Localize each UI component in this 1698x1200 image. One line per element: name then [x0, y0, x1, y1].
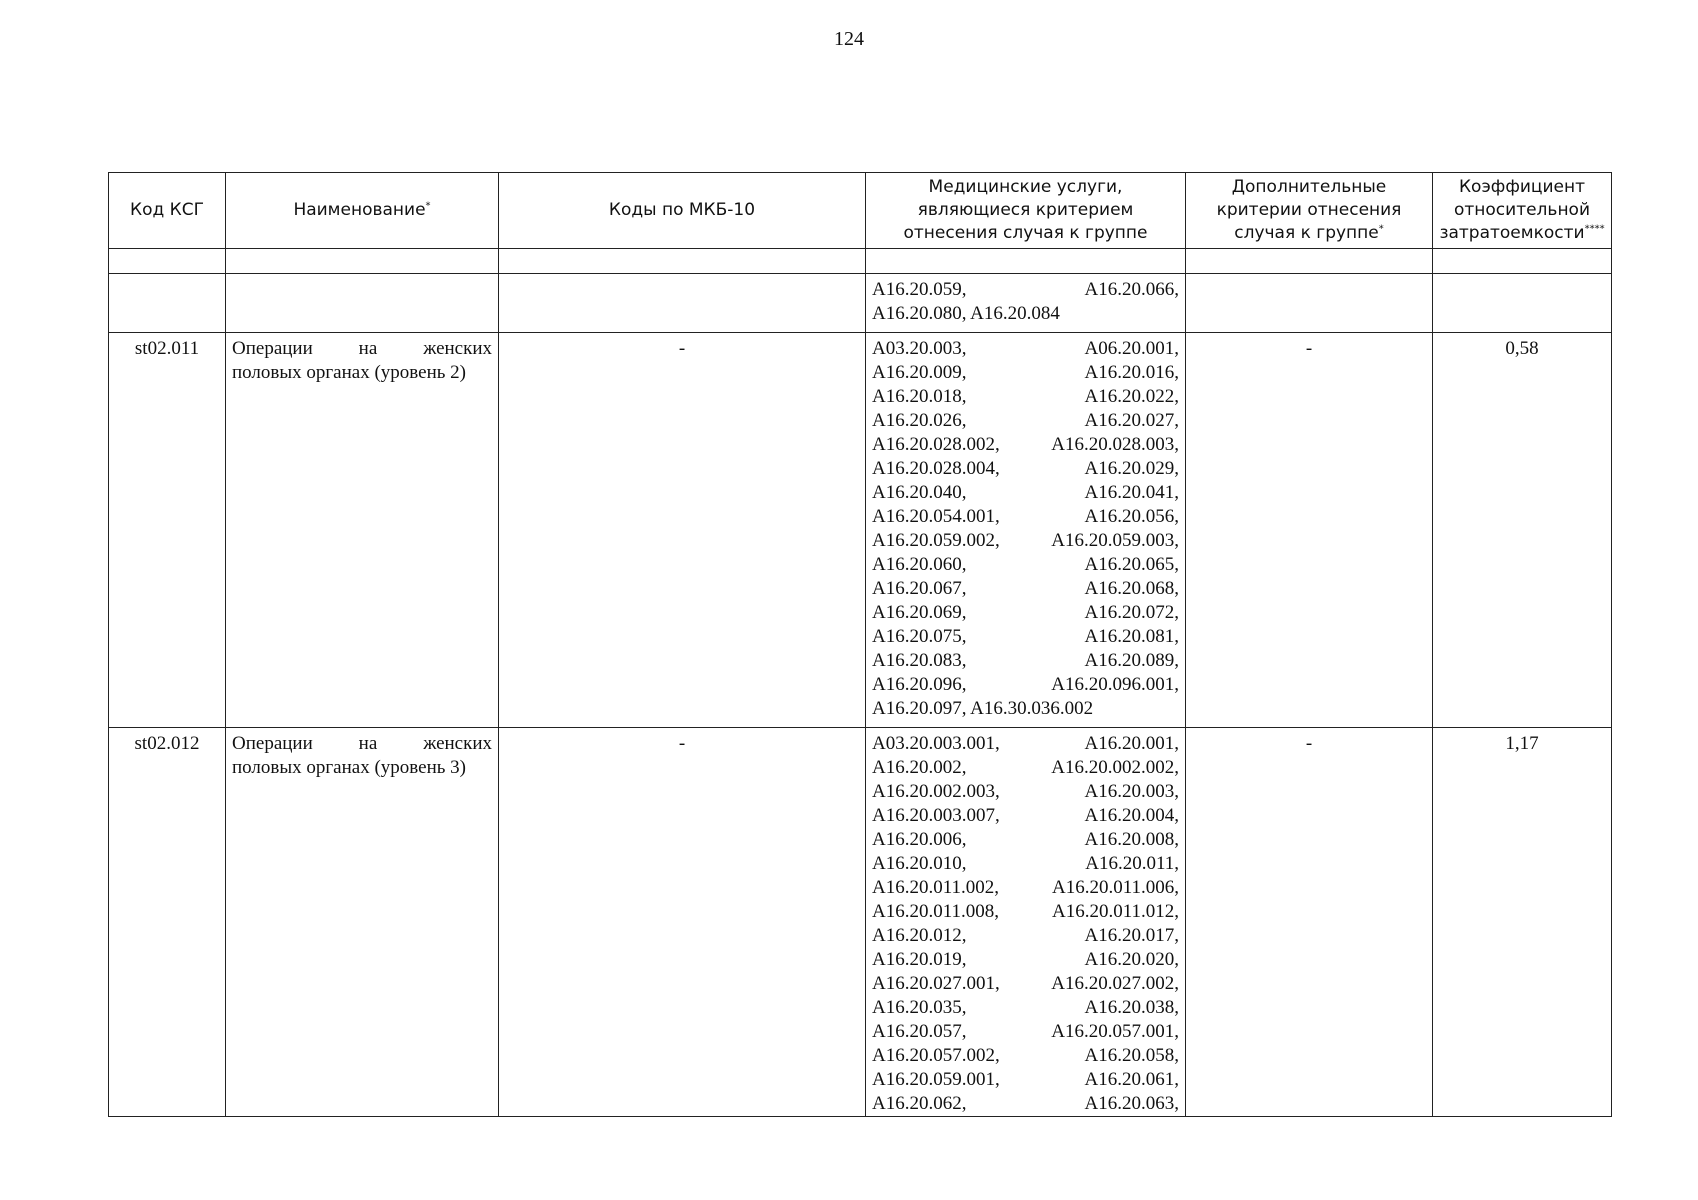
service-code: A16.20.089, — [1084, 650, 1179, 671]
service-line — [872, 409, 1179, 433]
mkb-codes-cell: - — [499, 333, 866, 728]
table-row — [109, 274, 1612, 333]
service-code: A16.20.009, — [872, 362, 967, 383]
service-code: A03.20.003, — [872, 338, 967, 359]
service-code: A16.20.040, — [872, 482, 967, 503]
name-line — [232, 756, 492, 780]
service-code: A16.20.003.007, — [872, 805, 1000, 826]
service-code: A16.20.018, — [872, 386, 967, 407]
service-code: A16.20.068, — [1084, 578, 1179, 599]
footnote-mark: * — [425, 200, 431, 212]
ksg-name-cell — [226, 333, 499, 728]
name-line — [232, 337, 492, 361]
table-row — [109, 333, 1612, 728]
service-code: A16.20.081, — [1084, 626, 1179, 647]
service-code: A16.20.026, — [872, 410, 967, 431]
service-code: A16.20.027, — [1084, 410, 1179, 431]
service-line — [872, 780, 1179, 804]
service-code: A16.20.038, — [1084, 997, 1179, 1018]
service-line — [872, 732, 1179, 756]
cost-coefficient-cell: 0,58 — [1433, 333, 1612, 728]
service-code: A16.20.022, — [1084, 386, 1179, 407]
service-code: A16.20.063, — [1084, 1093, 1179, 1114]
extra-criteria-cell — [1186, 274, 1433, 333]
service-line: A16.20.097, A16.30.036.002 — [872, 698, 1094, 719]
service-code: A16.20.056, — [1084, 506, 1179, 527]
service-code: A16.20.028.002, — [872, 434, 1000, 455]
header-services: Медицинские услуги, являющиеся критерием отнесения случая к группе — [866, 173, 1186, 249]
service-line — [872, 433, 1179, 457]
service-code: A16.20.019, — [872, 949, 967, 970]
service-code: A16.20.096, — [872, 674, 967, 695]
service-line — [872, 900, 1179, 924]
name-line — [232, 361, 492, 385]
service-line — [872, 876, 1179, 900]
name-word: женских — [423, 733, 492, 754]
service-code: A16.20.065, — [1084, 554, 1179, 575]
service-code: A16.20.008, — [1084, 829, 1179, 850]
table-body — [109, 274, 1612, 1117]
footnote-mark: **** — [1584, 223, 1605, 235]
service-code: A16.20.069, — [872, 602, 967, 623]
service-line — [872, 601, 1179, 625]
service-line — [872, 553, 1179, 577]
service-line — [872, 625, 1179, 649]
table-header-spacer-row — [109, 249, 1612, 274]
extra-criteria-cell: - — [1186, 728, 1433, 1117]
page-number: 124 — [834, 28, 864, 50]
table-row — [109, 728, 1612, 1117]
footnote-mark: * — [1378, 223, 1384, 235]
table-header-row — [109, 173, 1612, 249]
service-line — [872, 948, 1179, 972]
header-coefficient: Коэффициент относительной затратоемкости**** — [1433, 173, 1612, 249]
ksg-name-cell — [226, 728, 499, 1117]
service-code: A16.20.002.002, — [1051, 757, 1179, 778]
service-line — [872, 1068, 1179, 1092]
service-code: A16.20.017, — [1084, 925, 1179, 946]
service-line — [872, 481, 1179, 505]
service-code: A16.20.003, — [1084, 781, 1179, 802]
service-code: A16.20.062, — [872, 1093, 967, 1114]
service-code: A16.20.020, — [1084, 949, 1179, 970]
cost-coefficient-cell: 1,17 — [1433, 728, 1612, 1117]
service-line — [872, 804, 1179, 828]
ksg-name-cell — [226, 274, 499, 333]
service-line — [872, 972, 1179, 996]
service-code: A16.20.057, — [872, 1021, 967, 1042]
medical-services-cell — [866, 274, 1186, 333]
service-code: A16.20.060, — [872, 554, 967, 575]
service-line — [872, 457, 1179, 481]
service-code: A16.20.027.002, — [1051, 973, 1179, 994]
service-code: A16.20.012, — [872, 925, 967, 946]
service-line — [872, 649, 1179, 673]
service-code: A16.20.006, — [872, 829, 967, 850]
service-code: A16.20.011.006, — [1051, 877, 1179, 898]
service-line — [872, 1044, 1179, 1068]
service-code: A16.20.059.003, — [1051, 530, 1179, 551]
service-code: A16.20.059, — [872, 279, 967, 300]
service-line — [872, 361, 1179, 385]
header-mkb: Коды по МКБ-10 — [499, 173, 866, 249]
service-line — [872, 852, 1179, 876]
name-word: женских — [423, 338, 492, 359]
medical-services-cell — [866, 728, 1186, 1117]
spacer-cell — [1186, 249, 1433, 274]
service-line — [872, 529, 1179, 553]
service-code: A16.20.010, — [872, 853, 967, 874]
service-code: A16.20.004, — [1084, 805, 1179, 826]
service-code: A16.20.083, — [872, 650, 967, 671]
service-line — [872, 577, 1179, 601]
service-code: A16.20.058, — [1084, 1045, 1179, 1066]
service-code: A06.20.001, — [1084, 338, 1179, 359]
service-line — [872, 278, 1179, 302]
service-code: A16.20.066, — [1084, 279, 1179, 300]
cost-coefficient-cell — [1433, 274, 1612, 333]
ksg-code-cell — [109, 274, 226, 333]
service-code: A16.20.016, — [1084, 362, 1179, 383]
service-code: A03.20.003.001, — [872, 733, 1000, 754]
ksg-code-cell: st02.012 — [109, 728, 226, 1117]
ksg-table — [108, 172, 1612, 1117]
service-code: A16.20.011.012, — [1051, 901, 1179, 922]
service-code: A16.20.002.003, — [872, 781, 1000, 802]
service-line — [872, 505, 1179, 529]
service-code: A16.20.002, — [872, 757, 967, 778]
service-code: A16.20.028.003, — [1051, 434, 1179, 455]
service-code: A16.20.011.002, — [872, 877, 1000, 898]
name-word: на — [358, 733, 378, 754]
service-code: A16.20.029, — [1084, 458, 1179, 479]
spacer-cell — [109, 249, 226, 274]
mkb-codes-cell: - — [499, 728, 866, 1117]
service-code: A16.20.057.001, — [1051, 1021, 1179, 1042]
name-word: Операции — [232, 338, 313, 359]
medical-services-cell — [866, 333, 1186, 728]
name-word: на — [358, 338, 378, 359]
service-code: A16.20.054.001, — [872, 506, 1000, 527]
name-word: Операции — [232, 733, 313, 754]
service-code: A16.20.041, — [1084, 482, 1179, 503]
service-code: A16.20.011.008, — [872, 901, 1000, 922]
service-line — [872, 673, 1179, 697]
service-code: A16.20.072, — [1084, 602, 1179, 623]
service-code: A16.20.061, — [1084, 1069, 1179, 1090]
service-line — [872, 996, 1179, 1020]
service-code: A16.20.067, — [872, 578, 967, 599]
mkb-codes-cell — [499, 274, 866, 333]
spacer-cell — [1433, 249, 1612, 274]
service-code: A16.20.057.002, — [872, 1045, 1000, 1066]
service-code: A16.20.028.004, — [872, 458, 1000, 479]
service-line — [872, 924, 1179, 948]
spacer-cell — [866, 249, 1186, 274]
service-code: A16.20.075, — [872, 626, 967, 647]
service-line — [872, 1092, 1179, 1116]
name-word: половых органах (уровень 3) — [232, 757, 466, 778]
service-line — [872, 756, 1179, 780]
spacer-cell — [226, 249, 499, 274]
service-line: A16.20.080, A16.20.084 — [872, 303, 1060, 324]
ksg-code-cell: st02.011 — [109, 333, 226, 728]
service-line — [872, 1020, 1179, 1044]
service-line — [872, 385, 1179, 409]
service-code: A16.20.096.001, — [1051, 674, 1179, 695]
spacer-cell — [499, 249, 866, 274]
header-name: Наименование* — [226, 173, 499, 249]
service-code: A16.20.001, — [1084, 733, 1179, 754]
service-code: A16.20.059.002, — [872, 530, 1000, 551]
service-line — [872, 828, 1179, 852]
service-code: A16.20.011, — [1085, 853, 1179, 874]
header-extra-criteria: Дополнительные критерии отнесения случая к группе* — [1186, 173, 1433, 249]
extra-criteria-cell: - — [1186, 333, 1433, 728]
name-word: половых органах (уровень 2) — [232, 362, 466, 383]
service-line — [872, 337, 1179, 361]
header-code: Код КСГ — [109, 173, 226, 249]
service-code: A16.20.059.001, — [872, 1069, 1000, 1090]
service-code: A16.20.035, — [872, 997, 967, 1018]
service-code: A16.20.027.001, — [872, 973, 1000, 994]
name-line — [232, 732, 492, 756]
